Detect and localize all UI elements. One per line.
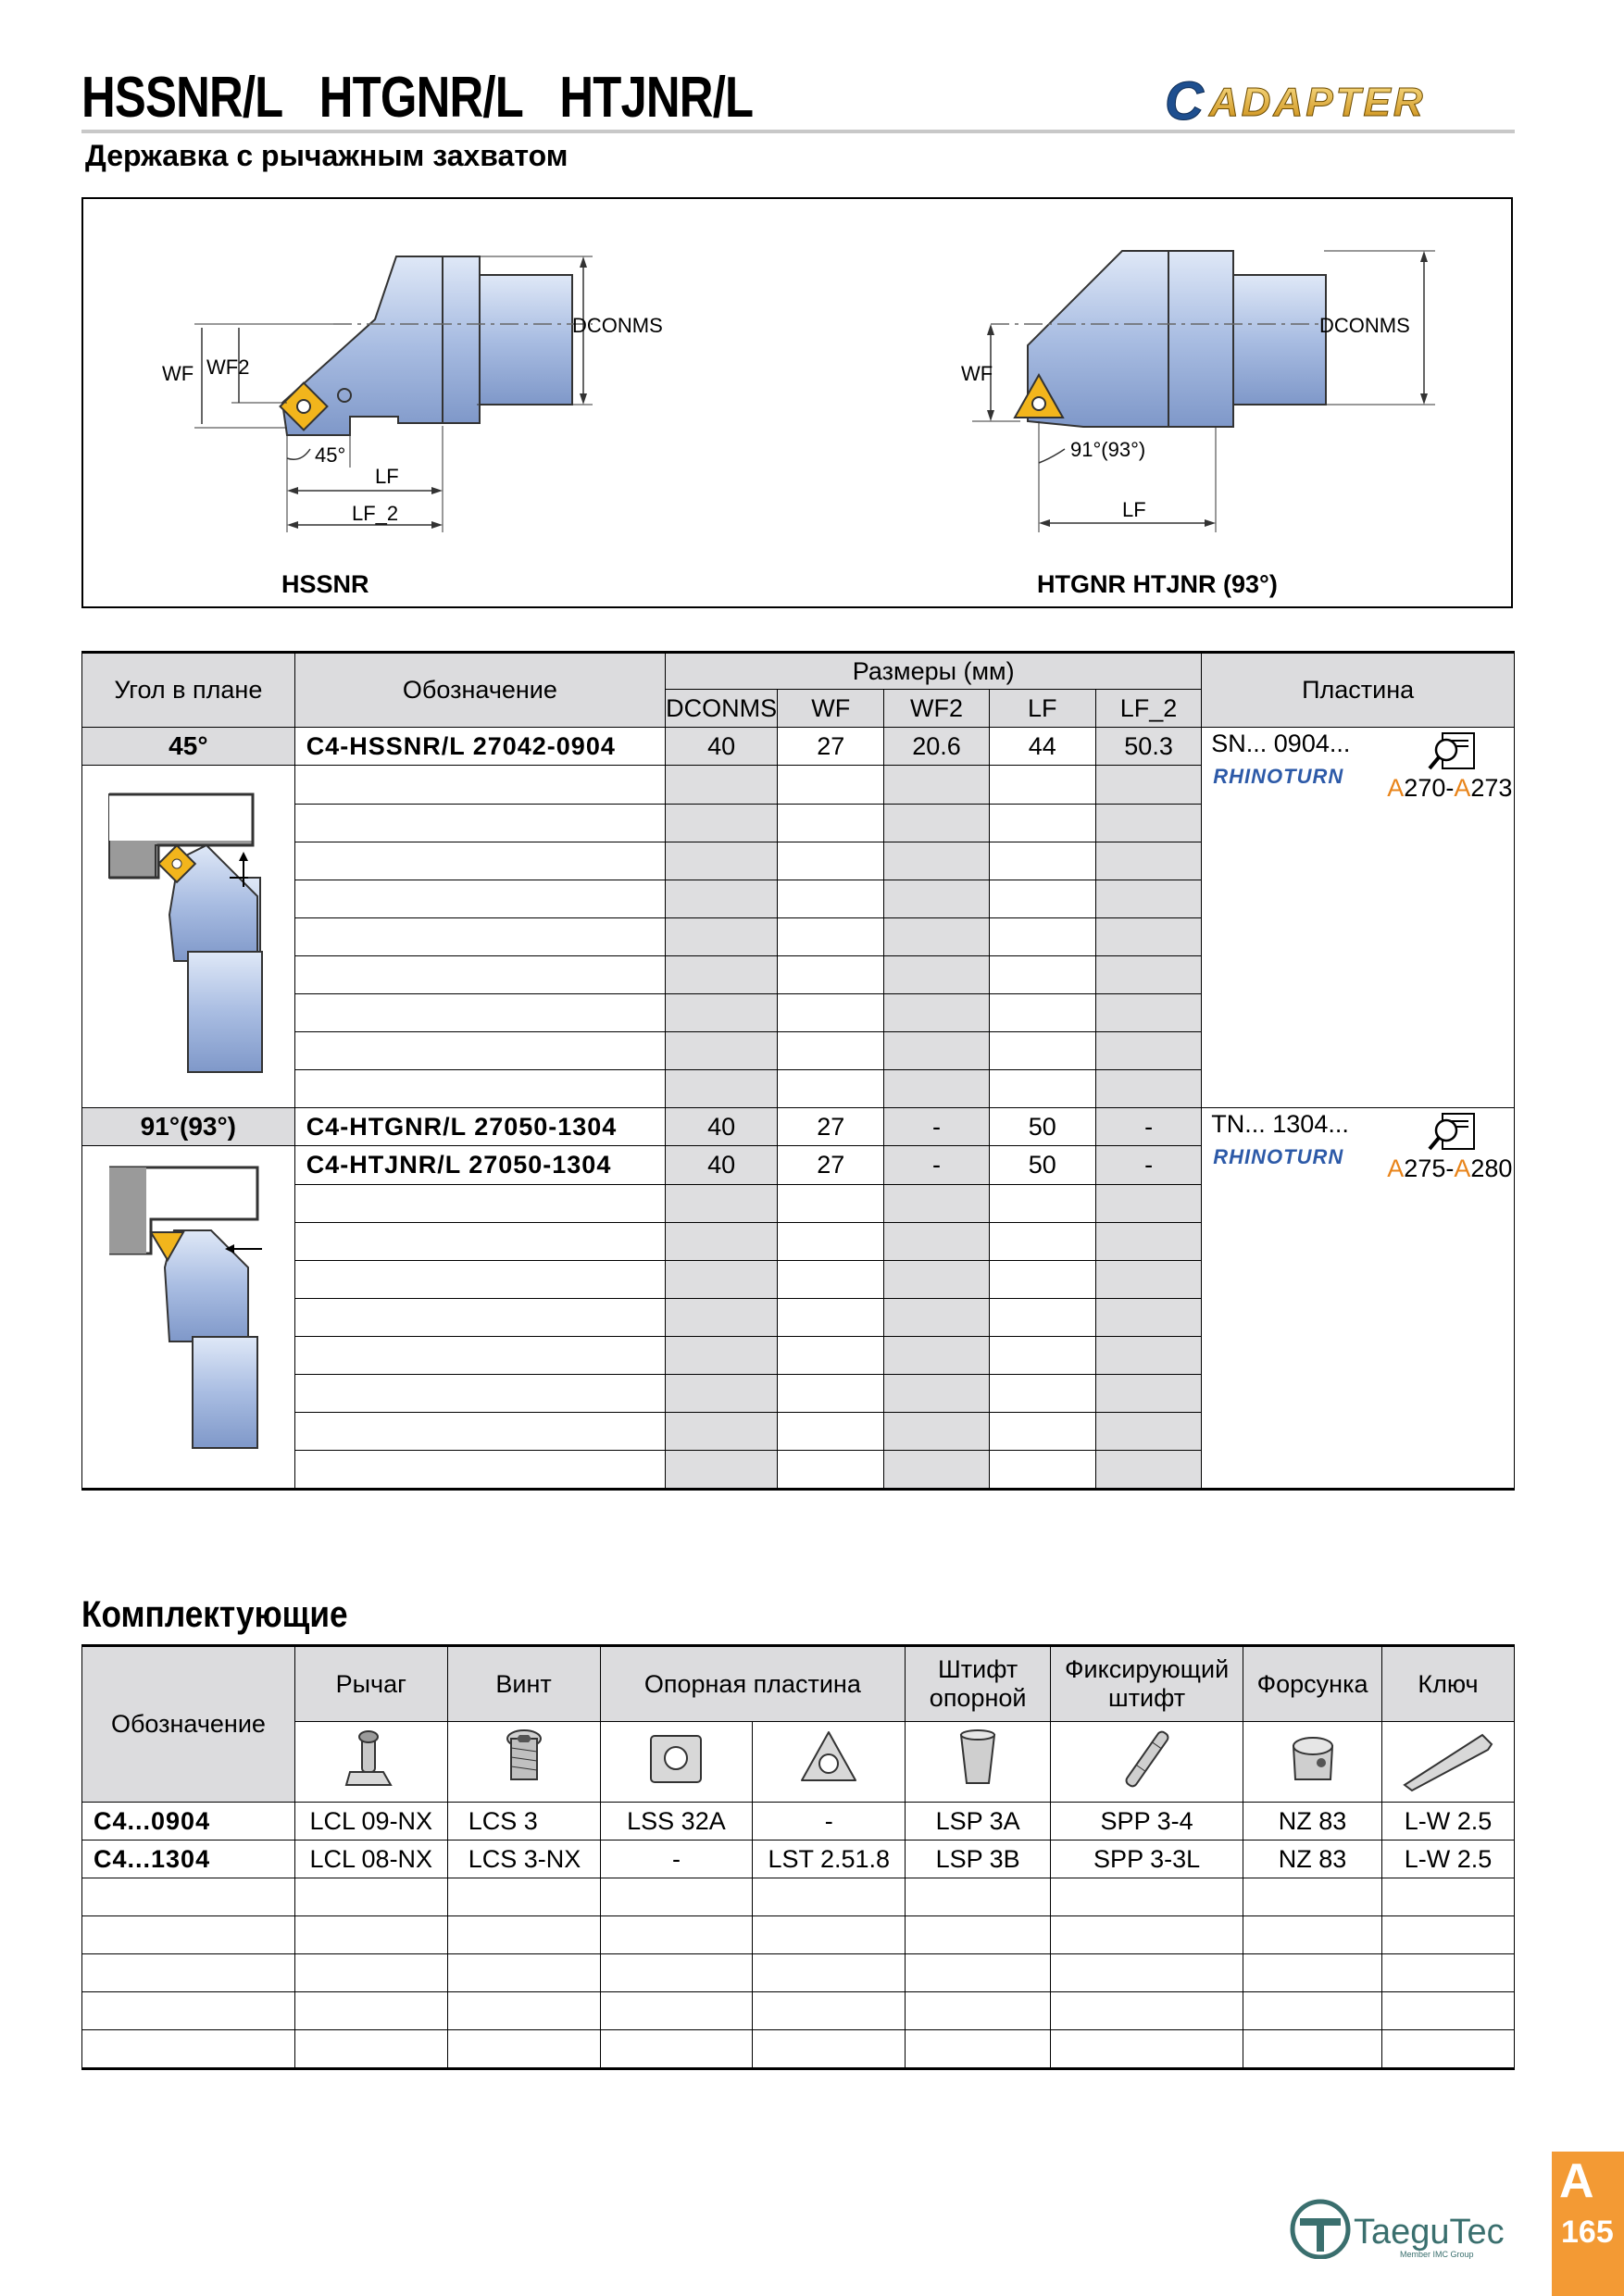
hssnr-drawing <box>148 236 704 551</box>
title-part-htjnr: HTJNR/L <box>559 66 754 130</box>
acc-cell: LSP 3B <box>906 1841 1051 1878</box>
cell-lf2: - <box>1095 1108 1201 1146</box>
acc-cell: NZ 83 <box>1243 1841 1382 1878</box>
dim-angle-right: 91°(93°) <box>1070 438 1146 461</box>
insert-cell-tn <box>1202 1108 1515 1490</box>
code-hssnr: C4-HSSNR/L 27042-0904 <box>294 728 665 766</box>
acc-cell: LST 2.51.8 <box>753 1841 906 1878</box>
htgnr-thumbnail <box>95 1156 281 1471</box>
empty-cell <box>294 1070 665 1108</box>
shim-pin-icon <box>950 1724 1006 1794</box>
dim-lf-right: LF <box>1122 498 1146 521</box>
acc-header-shim-pin: Штифт опорной <box>906 1646 1051 1722</box>
cell-wf: 27 <box>778 728 884 766</box>
acc-code-0904: C4...0904 <box>82 1803 295 1841</box>
accessories-title: Комплектующие <box>81 1594 348 1635</box>
dim-dconms-left: DCONMS <box>572 314 663 337</box>
shim-square-icon <box>643 1727 708 1791</box>
empty-cell <box>294 766 665 805</box>
angle-45: 45° <box>82 728 295 766</box>
empty-cell <box>82 1954 295 1992</box>
acc-cell: LCL 08-NX <box>294 1841 447 1878</box>
screw-icon-cell <box>447 1722 600 1803</box>
cell-dconms: 40 <box>666 728 778 766</box>
cell-wf2: - <box>884 1108 989 1146</box>
acc-header-designation: Обозначение <box>82 1646 295 1803</box>
empty-cell <box>294 842 665 880</box>
dim-lf-left: LF <box>375 465 399 488</box>
cell-lf: 50 <box>989 1108 1095 1146</box>
empty-cell <box>294 1261 665 1299</box>
icon-cell-91 <box>82 1146 295 1490</box>
svg-text:C: C <box>1165 71 1204 131</box>
accessories-table <box>81 1644 1515 2070</box>
cadapter-logo <box>1157 69 1518 134</box>
taegutec-emblem-icon <box>1287 2194 1361 2259</box>
cell-wf2: - <box>884 1146 989 1185</box>
header-insert: Пластина <box>1202 653 1515 728</box>
acc-header-key: Ключ <box>1382 1646 1515 1722</box>
header-wf2: WF2 <box>884 690 989 728</box>
magnifier-icon[interactable] <box>1428 1112 1476 1153</box>
empty-cell <box>294 1375 665 1413</box>
lock-pin-icon <box>1115 1724 1180 1794</box>
acc-header-screw: Винт <box>447 1646 600 1722</box>
acc-cell: LSS 32A <box>600 1803 753 1841</box>
icon-cell-45 <box>82 766 295 1108</box>
page-subtitle: Державка с рычажным захватом <box>85 139 568 172</box>
cell-lf2: 50.3 <box>1095 728 1201 766</box>
angle-91-93: 91°(93°) <box>82 1108 295 1146</box>
cell-wf2: 20.6 <box>884 728 989 766</box>
caption-hssnr: HSSNR <box>281 570 369 598</box>
taegutec-logo <box>1287 2194 1528 2259</box>
key-icon-cell <box>1382 1722 1515 1803</box>
insert-code: TN... 1304... <box>1211 1110 1349 1138</box>
acc-header-lock-pin: Фиксирующий штифт <box>1051 1646 1243 1722</box>
acc-cell: SPP 3-4 <box>1051 1803 1243 1841</box>
acc-cell: - <box>753 1803 906 1841</box>
code-htgnr: C4-HTGNR/L 27050-1304 <box>294 1108 665 1146</box>
title-part-hssnr: HSSNR/L <box>81 66 283 130</box>
dim-wf-right: WF <box>961 362 993 385</box>
acc-cell: L-W 2.5 <box>1382 1841 1515 1878</box>
header-wf: WF <box>778 690 884 728</box>
acc-cell: LCS 3-NX <box>447 1841 600 1878</box>
empty-cell <box>294 1185 665 1223</box>
dim-dconms-right: DCONMS <box>1319 314 1410 337</box>
empty-cell <box>294 805 665 842</box>
cell-dconms: 40 <box>666 1108 778 1146</box>
lever-icon-cell <box>294 1722 447 1803</box>
acc-header-shim: Опорная пластина <box>600 1646 906 1722</box>
cell-lf: 50 <box>989 1146 1095 1185</box>
insert-code: SN... 0904... <box>1211 730 1351 757</box>
acc-cell: LCS 3 <box>447 1803 600 1841</box>
htgnr-drawing <box>954 236 1472 542</box>
header-designation: Обозначение <box>294 653 665 728</box>
acc-cell: - <box>600 1841 753 1878</box>
acc-cell: LCL 09-NX <box>294 1803 447 1841</box>
empty-cell <box>294 994 665 1032</box>
empty-cell <box>82 1878 295 1916</box>
catalog-pages[interactable]: A270-A273 <box>1387 774 1513 802</box>
shim-triangle-icon <box>796 1727 861 1791</box>
empty-cell <box>294 918 665 956</box>
header-dconms: DCONMS <box>666 690 778 728</box>
cell-lf: 44 <box>989 728 1095 766</box>
screw-icon <box>496 1724 552 1794</box>
section-letter: A <box>1559 2154 1594 2208</box>
page-number: 165 <box>1561 2215 1614 2250</box>
shim-triangle-icon-cell <box>753 1722 906 1803</box>
empty-cell <box>294 956 665 994</box>
brand-subtitle: Member IMC Group <box>1400 2250 1474 2259</box>
acc-header-nozzle: Форсунка <box>1243 1646 1382 1722</box>
cell-wf: 27 <box>778 1108 884 1146</box>
svg-text:ADAPTER: ADAPTER <box>1209 80 1426 125</box>
cell-wf: 27 <box>778 1146 884 1185</box>
header-lf: LF <box>989 690 1095 728</box>
insert-cell-sn <box>1202 728 1515 1108</box>
lever-icon <box>339 1724 404 1794</box>
empty-cell <box>294 1337 665 1375</box>
header-angle: Угол в плане <box>82 653 295 728</box>
magnifier-icon[interactable] <box>1428 731 1476 772</box>
nozzle-icon <box>1280 1724 1345 1794</box>
acc-code-1304: C4...1304 <box>82 1841 295 1878</box>
title-part-htgnr: HTGNR/L <box>319 66 523 130</box>
shim-pin-icon-cell <box>906 1722 1051 1803</box>
shim-square-icon-cell <box>600 1722 753 1803</box>
header-lf2: LF_2 <box>1095 690 1201 728</box>
caption-htgnr-htjnr: HTGNR HTJNR (93°) <box>1037 570 1278 598</box>
empty-cell <box>294 880 665 918</box>
empty-cell <box>294 1413 665 1451</box>
rhinoturn-logo: RHINOTURN <box>1213 765 1344 788</box>
empty-cell <box>82 1992 295 2030</box>
cell-lf2: - <box>1095 1146 1201 1185</box>
acc-cell: L-W 2.5 <box>1382 1803 1515 1841</box>
empty-cell <box>294 1223 665 1261</box>
empty-cell <box>294 1032 665 1070</box>
acc-cell: SPP 3-3L <box>1051 1841 1243 1878</box>
page-title <box>81 65 790 131</box>
code-htjnr: C4-HTJNR/L 27050-1304 <box>294 1146 665 1185</box>
empty-cell <box>82 1916 295 1954</box>
dim-wf2-left: WF2 <box>206 356 250 379</box>
nozzle-icon-cell <box>1243 1722 1382 1803</box>
header-dimensions: Размеры (мм) <box>666 653 1202 690</box>
empty-cell <box>294 1451 665 1490</box>
acc-header-lever: Рычаг <box>294 1646 447 1722</box>
dim-wf-left: WF <box>162 362 194 385</box>
hex-key-icon <box>1397 1724 1499 1794</box>
empty-cell <box>82 2030 295 2069</box>
lock-pin-icon-cell <box>1051 1722 1243 1803</box>
brand-name: TaeguTec <box>1354 2213 1505 2252</box>
dim-lf2-left: LF_2 <box>352 502 399 525</box>
specs-table <box>81 651 1515 1491</box>
hssnr-thumbnail <box>95 776 281 1091</box>
dim-angle-left: 45° <box>315 443 346 467</box>
cell-dconms: 40 <box>666 1146 778 1185</box>
rhinoturn-logo: RHINOTURN <box>1213 1145 1344 1168</box>
acc-cell: NZ 83 <box>1243 1803 1382 1841</box>
catalog-pages[interactable]: A275-A280 <box>1387 1154 1513 1182</box>
acc-cell: LSP 3A <box>906 1803 1051 1841</box>
empty-cell <box>294 1299 665 1337</box>
